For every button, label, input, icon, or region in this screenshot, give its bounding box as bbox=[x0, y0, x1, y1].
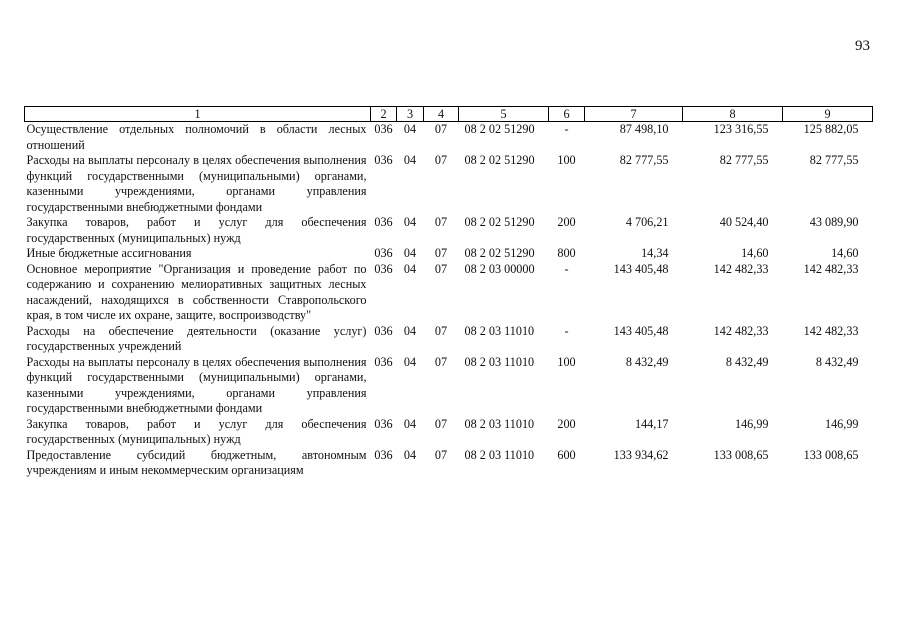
cell-ministry: 036 bbox=[374, 447, 393, 462]
cell-amount-8: 133 008,65 bbox=[713, 447, 769, 462]
cell-amount-9: 43 089,90 bbox=[809, 215, 859, 229]
cell-ministry: 036 bbox=[374, 122, 393, 136]
cell-expense-type: - bbox=[564, 323, 569, 338]
cell-ministry: 036 bbox=[374, 323, 393, 338]
row-name: Расходы на выплаты персоналу в целях обеспечения выполнения функций государственными (муниципальными) органами, казенными учреждениями, органами управления государственными внебюджетными фондами bbox=[26, 354, 367, 415]
table-header bbox=[25, 107, 873, 122]
cell-ministry: 036 bbox=[374, 246, 393, 260]
cell-target-article: 08 2 02 51290 bbox=[464, 215, 535, 229]
cell-target-article: 08 2 02 51290 bbox=[464, 122, 535, 136]
cell-target-article: 08 2 03 11010 bbox=[464, 416, 535, 431]
cell-expense-type: 100 bbox=[557, 153, 576, 167]
cell-amount-7: 143 405,48 bbox=[613, 323, 669, 338]
cell-target-article: 08 2 02 51290 bbox=[464, 153, 535, 167]
cell-ministry: 036 bbox=[374, 354, 393, 369]
cell-amount-8: 40 524,40 bbox=[719, 215, 769, 229]
cell-section: 04 bbox=[403, 323, 417, 338]
cell-amount-9: 142 482,33 bbox=[803, 323, 859, 338]
cell-ministry: 036 bbox=[374, 153, 393, 167]
table-row bbox=[25, 153, 873, 215]
cell-amount-9: 146,99 bbox=[824, 416, 859, 431]
cell-amount-8: 82 777,55 bbox=[719, 153, 769, 167]
table-row bbox=[25, 246, 873, 262]
cell-expense-type: - bbox=[564, 122, 569, 136]
header-col-5: 5 bbox=[459, 107, 549, 122]
row-name: Расходы на обеспечение деятельности (оказание услуг) государственных учреждений bbox=[26, 323, 367, 353]
header-col-8: 8 bbox=[683, 107, 783, 122]
cell-expense-type: - bbox=[564, 261, 569, 276]
cell-subsection: 07 bbox=[434, 153, 448, 167]
cell-subsection: 07 bbox=[434, 215, 448, 229]
cell-target-article: 08 2 03 11010 bbox=[464, 354, 535, 369]
cell-amount-9: 142 482,33 bbox=[803, 261, 859, 276]
header-col-9: 9 bbox=[783, 107, 873, 122]
row-name: Основное мероприятие "Организация и проведение работ по содержанию и сохранению мелиоративных защитных лесных насаждений, находящихся в собственности Ставропольского края, в том числе их охране, защите, воспроизводству" bbox=[26, 261, 367, 322]
cell-amount-8: 146,99 bbox=[734, 416, 769, 431]
header-col-4: 4 bbox=[424, 107, 459, 122]
table-row bbox=[25, 355, 873, 417]
row-name: Иные бюджетные ассигнования bbox=[26, 246, 192, 260]
cell-section: 04 bbox=[403, 215, 417, 229]
cell-ministry: 036 bbox=[374, 416, 393, 431]
header-col-6: 6 bbox=[549, 107, 585, 122]
cell-subsection: 07 bbox=[434, 354, 448, 369]
cell-section: 04 bbox=[403, 354, 417, 369]
cell-expense-type: 200 bbox=[557, 215, 576, 229]
header-col-2: 2 bbox=[371, 107, 397, 122]
cell-section: 04 bbox=[403, 153, 417, 167]
cell-amount-7: 144,17 bbox=[634, 416, 669, 431]
cell-amount-8: 142 482,33 bbox=[713, 261, 769, 276]
table-row bbox=[25, 122, 873, 154]
table-row bbox=[25, 448, 873, 479]
cell-subsection: 07 bbox=[434, 416, 448, 431]
cell-expense-type: 200 bbox=[557, 416, 576, 431]
table-row bbox=[25, 262, 873, 324]
header-col-7: 7 bbox=[585, 107, 683, 122]
cell-amount-9: 125 882,05 bbox=[803, 122, 859, 136]
cell-section: 04 bbox=[403, 261, 417, 276]
table-row bbox=[25, 215, 873, 246]
cell-subsection: 07 bbox=[434, 122, 448, 136]
cell-amount-7: 143 405,48 bbox=[613, 261, 669, 276]
row-name: Закупка товаров, работ и услуг для обеспечения государственных (муниципальных) нужд bbox=[26, 215, 367, 245]
cell-subsection: 07 bbox=[434, 447, 448, 462]
cell-amount-9: 82 777,55 bbox=[809, 153, 859, 167]
cell-amount-8: 123 316,55 bbox=[713, 122, 769, 136]
budget-table bbox=[24, 106, 873, 479]
cell-ministry: 036 bbox=[374, 215, 393, 229]
cell-ministry: 036 bbox=[374, 261, 393, 276]
cell-target-article: 08 2 03 11010 bbox=[464, 447, 535, 462]
cell-section: 04 bbox=[403, 122, 417, 136]
row-name: Осуществление отдельных полномочий в области лесных отношений bbox=[26, 122, 367, 152]
row-name: Предоставление субсидий бюджетным, автономным учреждениям и иным некоммерческим организациям bbox=[26, 447, 367, 477]
row-name: Расходы на выплаты персоналу в целях обеспечения выполнения функций государственными (муниципальными) органами, казенными учреждениями, органами управления государственными внебюджетными фондами bbox=[26, 153, 367, 214]
cell-subsection: 07 bbox=[434, 323, 448, 338]
header-col-3: 3 bbox=[397, 107, 424, 122]
cell-expense-type: 100 bbox=[557, 354, 576, 369]
cell-amount-7: 82 777,55 bbox=[619, 153, 669, 167]
cell-section: 04 bbox=[403, 246, 417, 260]
page-number: 93 bbox=[855, 38, 870, 54]
cell-amount-9: 8 432,49 bbox=[815, 354, 859, 369]
cell-amount-7: 4 706,21 bbox=[625, 215, 669, 229]
cell-target-article: 08 2 03 00000 bbox=[464, 261, 535, 276]
cell-target-article: 08 2 03 11010 bbox=[464, 323, 535, 338]
cell-amount-7: 8 432,49 bbox=[625, 354, 669, 369]
row-name: Закупка товаров, работ и услуг для обеспечения государственных (муниципальных) нужд bbox=[26, 416, 367, 446]
cell-section: 04 bbox=[403, 447, 417, 462]
cell-expense-type: 800 bbox=[557, 246, 576, 260]
cell-amount-7: 14,34 bbox=[641, 246, 669, 260]
cell-amount-7: 87 498,10 bbox=[619, 122, 669, 136]
cell-subsection: 07 bbox=[434, 261, 448, 276]
cell-amount-8: 142 482,33 bbox=[713, 323, 769, 338]
cell-target-article: 08 2 02 51290 bbox=[464, 246, 535, 260]
table-row bbox=[25, 324, 873, 355]
cell-amount-8: 8 432,49 bbox=[725, 354, 769, 369]
cell-subsection: 07 bbox=[434, 246, 448, 260]
cell-expense-type: 600 bbox=[557, 447, 576, 462]
table-row bbox=[25, 417, 873, 448]
cell-amount-8: 14,60 bbox=[741, 246, 769, 260]
cell-section: 04 bbox=[403, 416, 417, 431]
header-col-1: 1 bbox=[25, 107, 371, 122]
cell-amount-9: 133 008,65 bbox=[803, 447, 859, 462]
cell-amount-7: 133 934,62 bbox=[613, 447, 669, 462]
cell-amount-9: 14,60 bbox=[831, 246, 859, 260]
